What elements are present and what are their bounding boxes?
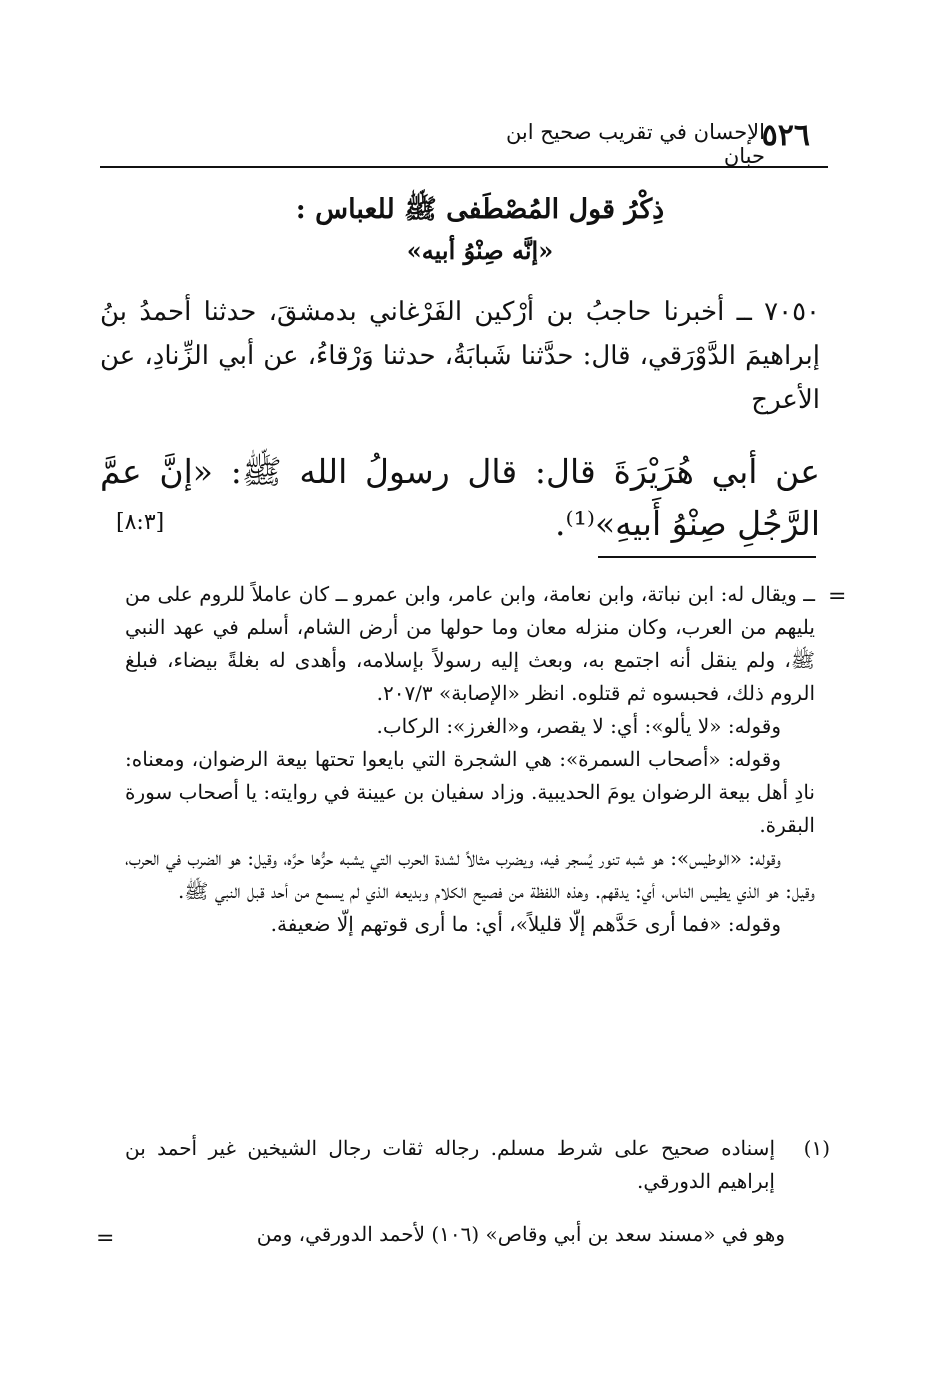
footnote-continued-block <box>125 578 815 941</box>
note-paragraph: وقوله: «أصحاب السمرة»: هي الشجرة التي بايعوا تحتها بيعة الرضوان، ومعناه: نادِ أهل بيعة الرضوان يومَ الحديبية. وزاد سفيان بن عيينة في روايته: يا أصحاب سورة البقرة. <box>125 747 815 837</box>
footnote-divider <box>598 556 816 558</box>
chapter-title: ذِكْرُ قول المُصْطَفى ﷺ للعباس : <box>295 194 665 225</box>
header-divider <box>100 166 828 168</box>
footnote-continuation-line: وهو في «مسند سعد بن أبي وقاص» (١٠٦) لأحمد الدورقي، ومن <box>256 1222 785 1246</box>
hadith-reference: [٨:٣] <box>116 510 165 535</box>
chapter-subtitle: «إنَّه صِنْوُ أبيه» <box>406 236 554 265</box>
hadith-matn: عن أبي هُرَيْرَةَ قال: قال رسولُ الله ﷺ: «إنَّ عمَّ الرَّجُلِ صِنْوُ أَبيهِ»⁽¹⁾. <box>100 452 820 543</box>
continuation-mark-top: = <box>828 584 847 609</box>
continuation-mark-bottom: = <box>96 1226 115 1251</box>
footnote-text: إسناده صحيح على شرط مسلم. رجاله ثقات رجال الشيخين غير أحمد بن إبراهيم الدورقي. <box>125 1136 775 1193</box>
note-paragraph: ــ ويقال له: ابن نباتة، وابن نعامة، وابن عامر، وابن عمرو ــ كان عاملاً للروم على من يليهم من العرب، وكان منزله معان وما حولها من أرض الشام، أسلم في عهد النبي ﷺ، ولم ينقل أنه اجتمع به، وبعث إليه رسولاً بإسلامه، وأهدى له بغلةً بيضاء، فبلغ الروم ذلك، فحبسوه ثم قتلوه. انظر «الإصابة» ٢٠٧/٣. <box>125 582 815 705</box>
running-title: الإحسان في تقريب صحيح ابن حبان <box>505 120 765 168</box>
page-number: ٥٢٦ <box>761 118 810 153</box>
hadith-isnad: ٧٠٥٠ ــ أخبرنا حاجبُ بن أرْكين الفَرْغاني بدمشقَ، حدثنا أحمدُ بنُ إبراهيمَ الدَّوْرَقي، قال: حدَّثنا شَبابَةُ، حدثنا وَرْقاءُ، عن أبي الزِّنادِ، عن الأعرج <box>100 297 820 415</box>
note-paragraph: وقوله: «فما أرى حَدَّهم إلّا قليلاً»، أي: ما أرى قوتهم إلّا ضعيفة. <box>270 912 781 936</box>
note-paragraph: وقوله: «الوطيس»: هو شبه تنور يُسجر فيه، ويضرب مثالاً لشدة الحرب التي يشبه حرُّها حرَّه، وقيل: هو الضرب في الحرب، وقيل: هو الذي يطيس الناس، أي: يدقهم. وهذه اللفظة من فصيح الكلام وبديعه الذي لم يسمع من أحد قبل النبي ﷺ. <box>125 846 815 903</box>
footnote-number: (١) <box>803 1136 830 1160</box>
note-paragraph: وقوله: «لا يألو»: أي: لا يقصر، و«الغرز»: الركاب. <box>376 714 781 738</box>
